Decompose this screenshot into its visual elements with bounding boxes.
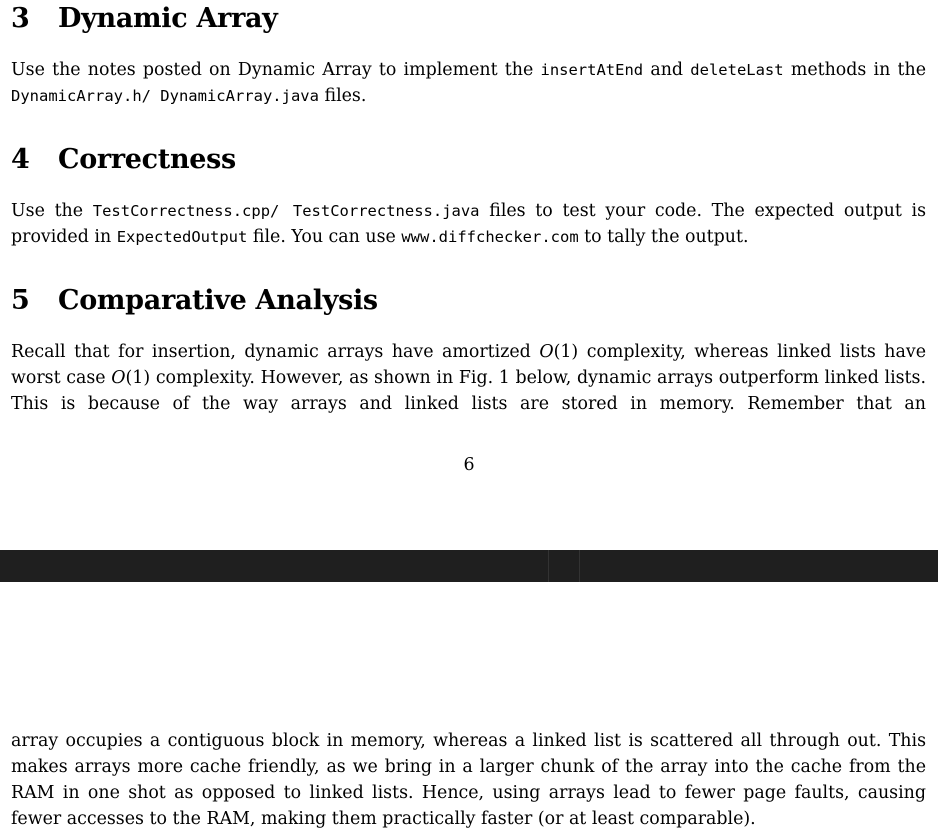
code-insert-at-end: insertAtEnd xyxy=(540,61,644,79)
section-title: Correctness xyxy=(58,144,236,175)
correctness-paragraph xyxy=(11,198,926,250)
section-title: Comparative Analysis xyxy=(58,285,378,316)
text-run: (1) complexity, whereas linked lists have worst case xyxy=(11,342,926,388)
code-test-files: TestCorrectness.cpp/ TestCorrectness.java xyxy=(92,202,480,220)
continuation-paragraph: array occupies a contiguous block in memory, whereas a linked list is scattered all through out. This makes arrays more cache friendly, as we bring in a larger chunk of the array into the cache from the RAM in one shot as opposed to linked lists. Hence, using arrays lead to fewer page faults, causing fewer accesses to the RAM, making them practically faster (or at least comparable). xyxy=(11,731,926,829)
code-delete-last: deleteLast xyxy=(690,61,784,79)
separator-seam xyxy=(548,550,580,582)
section-heading-dynamic-array xyxy=(11,3,278,35)
page-separator-bar xyxy=(0,550,938,582)
text-run: and xyxy=(643,60,691,80)
code-file-names: DynamicArray.h/ DynamicArray.java xyxy=(11,87,319,105)
section-number: 5 xyxy=(11,285,30,316)
text-run: Recall that for insertion, dynamic arrays have amortized xyxy=(11,342,540,362)
math-big-o: O xyxy=(539,342,554,362)
section-number: 3 xyxy=(11,3,30,34)
dynamic-array-paragraph xyxy=(11,57,926,109)
text-run: Use the xyxy=(11,201,93,221)
comparative-analysis-paragraph xyxy=(11,339,926,417)
page-number: 6 xyxy=(463,455,475,475)
section-heading-comparative-analysis xyxy=(11,285,378,317)
text-run: (1) complexity. However, as shown in Fig. 1 below, dynamic arrays outperform linked lists. This is because of the way arrays and linked lists are stored in memory. Remember that an xyxy=(11,368,926,414)
page-lower xyxy=(0,582,938,836)
text-run: methods in the xyxy=(783,60,927,80)
section-number: 4 xyxy=(11,144,30,175)
math-big-o: O xyxy=(111,368,126,388)
text-run: files. xyxy=(318,86,367,106)
diffchecker-url: www.diffchecker.com xyxy=(401,228,579,246)
section-heading-correctness xyxy=(11,144,236,176)
text-run: to tally the output. xyxy=(578,227,749,247)
text-run: Use the notes posted on Dynamic Array to implement the xyxy=(11,60,541,80)
section-title: Dynamic Array xyxy=(58,3,278,34)
text-run: file. You can use xyxy=(247,227,402,247)
code-expected-output: ExpectedOutput xyxy=(116,228,248,246)
text-run: files to test your code. The expected output is provided in xyxy=(11,201,926,247)
